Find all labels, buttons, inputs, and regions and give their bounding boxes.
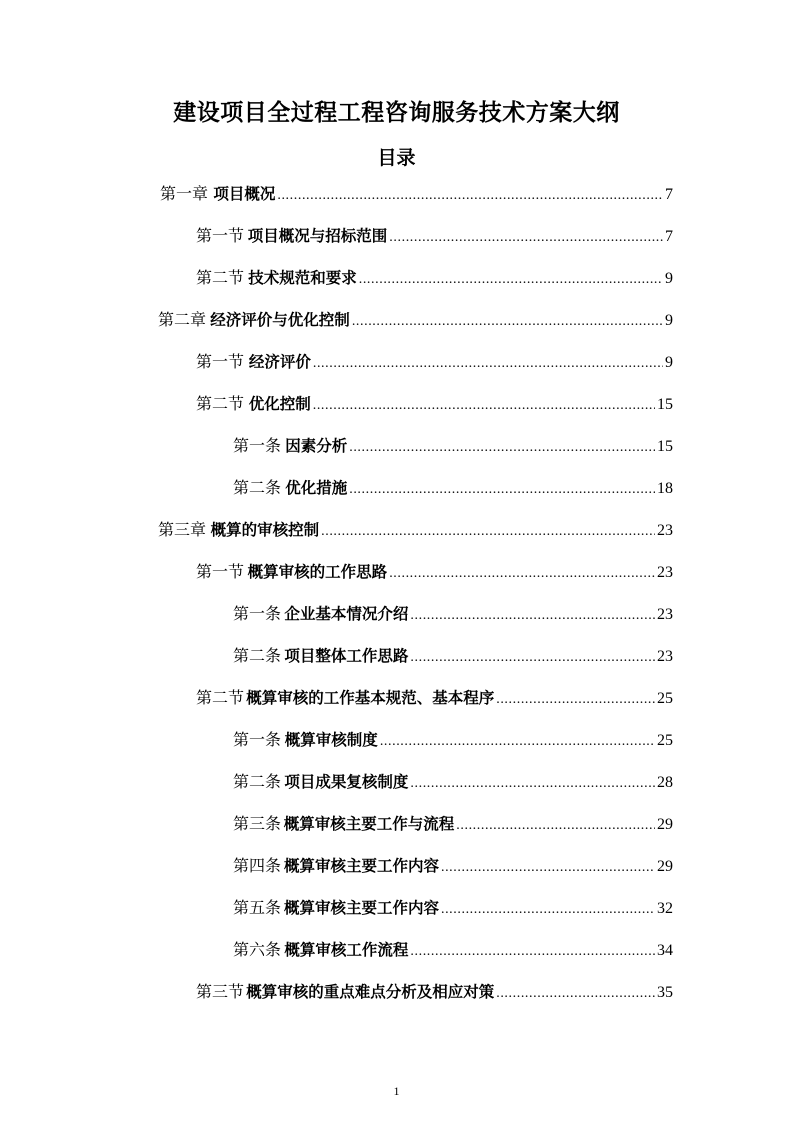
toc-entry-title: 概算审核主要工作与流程 — [283, 815, 455, 833]
toc-entry-page: 29 — [657, 858, 673, 875]
toc-entry-section[interactable] — [196, 390, 673, 418]
dot-leader — [313, 392, 655, 420]
toc-entry-title: 概算审核工作流程 — [284, 941, 409, 959]
toc-entry-title: 项目整体工作思路 — [284, 647, 409, 665]
toc-entry-article[interactable] — [233, 726, 673, 754]
toc-entry-article[interactable] — [233, 894, 673, 922]
toc-entry-title: 经济评价 — [248, 353, 311, 371]
toc-entry-number: 第六条 — [233, 940, 282, 959]
toc-entry-number: 第一条 — [233, 730, 282, 749]
dot-leader — [389, 224, 663, 252]
dot-leader — [352, 308, 663, 336]
toc-entry-title: 优化措施 — [285, 479, 348, 497]
toc-entry-number: 第四条 — [233, 856, 282, 875]
toc-entry-number: 第一条 — [233, 436, 282, 455]
toc-entry-chapter-3[interactable] — [158, 516, 673, 544]
toc-entry-article[interactable] — [233, 432, 673, 460]
toc-entry-page: 9 — [665, 312, 673, 329]
toc-entry-page: 15 — [657, 438, 673, 455]
toc-entry-number: 第一节 — [196, 562, 245, 581]
toc-entry-number: 第一节 — [196, 226, 245, 245]
dot-leader — [410, 938, 655, 966]
toc-entry-title: 项目成果复核制度 — [284, 773, 409, 791]
toc-entry-chapter-1[interactable] — [160, 180, 673, 208]
toc-entry-title: 概算审核的工作思路 — [247, 563, 388, 581]
toc-entry-page: 25 — [657, 732, 673, 749]
toc-entry-title: 概算的审核控制 — [210, 521, 320, 539]
toc-entry-title: 概算审核的重点难点分析及相应对策 — [246, 983, 495, 1001]
toc-entry-page: 9 — [665, 270, 673, 287]
toc-entry-page: 34 — [657, 942, 673, 959]
toc-entry-page: 9 — [665, 354, 673, 371]
toc-entry-article[interactable] — [233, 642, 673, 670]
toc-entry-chapter-2[interactable] — [158, 306, 673, 334]
toc-entry-page: 15 — [657, 396, 673, 413]
toc-entry-number: 第三节 — [196, 982, 245, 1001]
toc-entry-number: 第二条 — [233, 772, 282, 791]
toc-entry-title: 企业基本情况介绍 — [284, 605, 409, 623]
dot-leader — [456, 812, 655, 840]
toc-entry-number: 第一条 — [233, 604, 282, 623]
toc-entry-page: 29 — [657, 816, 673, 833]
toc-entry-article[interactable] — [233, 600, 673, 628]
toc-entry-number: 第二节 — [196, 394, 245, 413]
toc-entry-title: 项目概况 — [213, 185, 276, 203]
toc-entry-number: 第一章 — [160, 184, 209, 203]
dot-leader — [313, 350, 663, 378]
toc-entry-page: 23 — [657, 648, 673, 665]
dot-leader — [349, 434, 655, 462]
toc-entry-title: 概算审核主要工作内容 — [283, 899, 439, 917]
toc-entry-article[interactable] — [233, 474, 673, 502]
toc-entry-page: 7 — [665, 228, 673, 245]
toc-entry-page: 35 — [657, 984, 673, 1001]
dot-leader — [380, 728, 655, 756]
toc-entry-section[interactable] — [196, 222, 673, 250]
dot-leader — [441, 854, 655, 882]
toc-entry-number: 第一节 — [196, 352, 245, 371]
toc-entry-section[interactable] — [196, 978, 673, 1006]
toc-entry-page: 25 — [657, 690, 673, 707]
toc-entry-number: 第三章 — [158, 520, 207, 539]
toc-entry-page: 23 — [657, 564, 673, 581]
toc-entry-title: 经济评价与优化控制 — [210, 311, 350, 329]
toc-entry-title: 因素分析 — [285, 437, 348, 455]
dot-leader — [349, 476, 655, 504]
page-number: 1 — [393, 1084, 400, 1098]
toc-entry-page: 32 — [657, 900, 673, 917]
dot-leader — [496, 980, 655, 1008]
toc-entry-number: 第二条 — [233, 478, 282, 497]
toc-entry-number: 第二条 — [233, 646, 282, 665]
toc-entry-number: 第五条 — [233, 898, 282, 917]
toc-entry-section[interactable] — [196, 558, 673, 586]
dot-leader — [496, 686, 655, 714]
toc-entry-article[interactable] — [233, 768, 673, 796]
toc-entry-number: 第二节 — [196, 268, 245, 287]
toc-entry-title: 技术规范和要求 — [248, 269, 357, 287]
toc-entry-section[interactable] — [196, 348, 673, 376]
dot-leader — [441, 896, 655, 924]
toc-entry-title: 项目概况与招标范围 — [247, 227, 388, 245]
toc-entry-section[interactable] — [196, 264, 673, 292]
dot-leader — [359, 266, 663, 294]
dot-leader — [277, 182, 663, 210]
toc-heading: 目录 — [377, 147, 416, 169]
dot-leader — [389, 560, 655, 588]
toc-entry-title: 概算审核的工作基本规范、基本程序 — [246, 689, 495, 707]
toc-entry-number: 第二节 — [196, 688, 245, 707]
dot-leader — [410, 770, 655, 798]
dot-leader — [321, 518, 655, 546]
toc-entry-page: 7 — [665, 186, 673, 203]
toc-entry-article[interactable] — [233, 936, 673, 964]
toc-entry-page: 23 — [657, 522, 673, 539]
dot-leader — [410, 644, 655, 672]
document-title: 建设项目全过程工程咨询服务技术方案大纲 — [173, 100, 620, 126]
toc-entry-page: 28 — [657, 774, 673, 791]
toc-entry-article[interactable] — [233, 810, 673, 838]
toc-entry-title: 概算审核制度 — [284, 731, 378, 749]
toc-entry-page: 23 — [657, 606, 673, 623]
toc-entry-section[interactable] — [196, 684, 673, 712]
toc-entry-number: 第三条 — [233, 814, 282, 833]
dot-leader — [410, 602, 655, 630]
toc-entry-title: 概算审核主要工作内容 — [283, 857, 439, 875]
toc-entry-title: 优化控制 — [248, 395, 311, 413]
toc-entry-article[interactable] — [233, 852, 673, 880]
toc-entry-page: 18 — [657, 480, 673, 497]
toc-entry-number: 第二章 — [158, 310, 207, 329]
